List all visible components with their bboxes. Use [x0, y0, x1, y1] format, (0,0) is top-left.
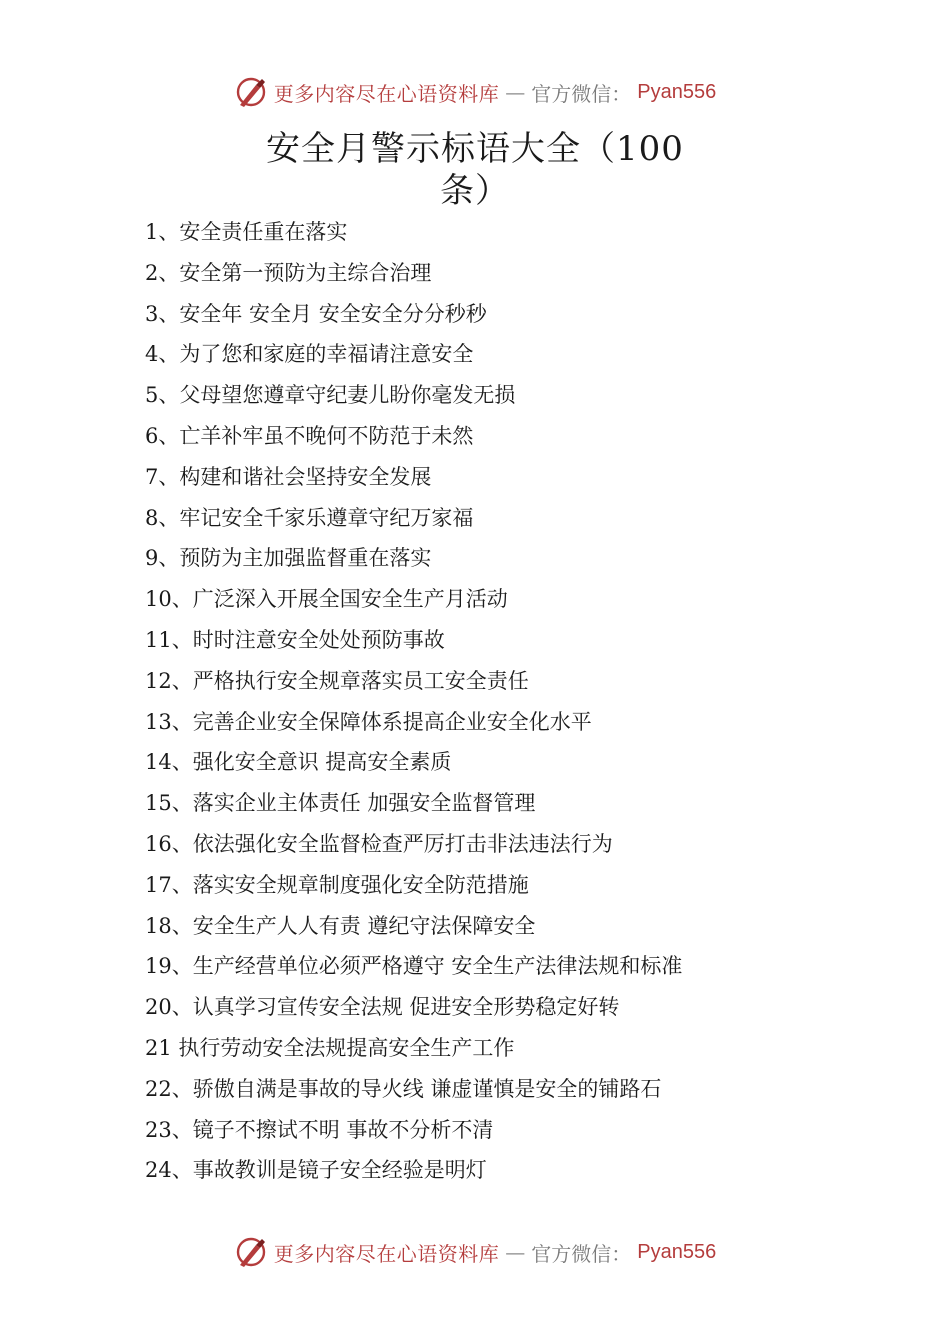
list-item: 4、为了您和家庭的幸福请注意安全 [145, 342, 474, 367]
watermark-promo-text: 更多内容尽在心语资料库 [273, 1241, 500, 1266]
header-watermark [0, 72, 950, 112]
list-item: 9、预防为主加强监督重在落实 [145, 546, 432, 571]
list-item: 13、完善企业安全保障体系提高企业安全化水平 [145, 709, 592, 734]
list-item: 7、构建和谐社会坚持安全发展 [145, 464, 432, 489]
list-item: 14、强化安全意识 提高安全素质 [145, 750, 452, 775]
list-item: 10、广泛深入开展全国安全生产月活动 [145, 587, 508, 612]
watermark-contact-label: 官方微信： [531, 1241, 632, 1266]
list-item: 3、安全年 安全月 安全安全分分秒秒 [145, 301, 487, 326]
list-item: 22、骄傲自满是事故的导火线 谦虚谨慎是安全的铺路石 [145, 1076, 662, 1101]
watermark-contact-id: Pyan556 [637, 80, 717, 103]
page-title: 安全月警示标语大全（100条） [266, 129, 684, 211]
list-item: 5、父母望您遵章守纪妻儿盼你毫发无损 [145, 383, 516, 408]
watermark-group [234, 75, 716, 109]
list-item: 15、落实企业主体责任 加强安全监督管理 [145, 791, 536, 816]
list-item: 17、落实安全规章制度强化安全防范措施 [145, 872, 529, 897]
list-item: 2、安全第一预防为主综合治理 [145, 260, 432, 285]
list-item: 1、安全责任重在落实 [145, 220, 348, 244]
list-item: 16、依法强化安全监督检查严厉打击非法违法行为 [145, 831, 613, 856]
list-item: 6、亡羊补牢虽不晚何不防范于未然 [145, 423, 474, 448]
list-item: 21 执行劳动安全法规提高安全生产工作 [145, 1035, 515, 1060]
watermark-promo-text: 更多内容尽在心语资料库 [273, 81, 500, 106]
watermark-separator: — [505, 1240, 526, 1264]
list-item: 18、安全生产人人有责 遵纪守法保障安全 [145, 913, 536, 938]
watermark-group [234, 1235, 716, 1269]
list-item: 8、牢记安全千家乐遵章守纪万家福 [145, 505, 474, 530]
watermark-separator: — [505, 80, 526, 104]
watermark-contact-label: 官方微信： [531, 81, 632, 106]
list-item: 19、生产经营单位必须严格遵守 安全生产法律法规和标准 [145, 954, 683, 979]
pen-logo-icon [234, 1235, 268, 1269]
list-item: 20、认真学习宣传安全法规 促进安全形势稳定好转 [145, 995, 620, 1020]
watermark-contact-id: Pyan556 [637, 1240, 717, 1263]
pen-logo-icon [234, 75, 268, 109]
list-item: 24、事故教训是镜子安全经验是明灯 [145, 1158, 487, 1183]
list-item: 23、镜子不擦试不明 事故不分析不清 [145, 1117, 494, 1142]
list-item: 12、严格执行安全规章落实员工安全责任 [145, 668, 529, 693]
slogan-list [145, 213, 865, 1192]
footer-watermark [0, 1232, 950, 1272]
list-item: 11、时时注意安全处处预防事故 [145, 627, 445, 652]
